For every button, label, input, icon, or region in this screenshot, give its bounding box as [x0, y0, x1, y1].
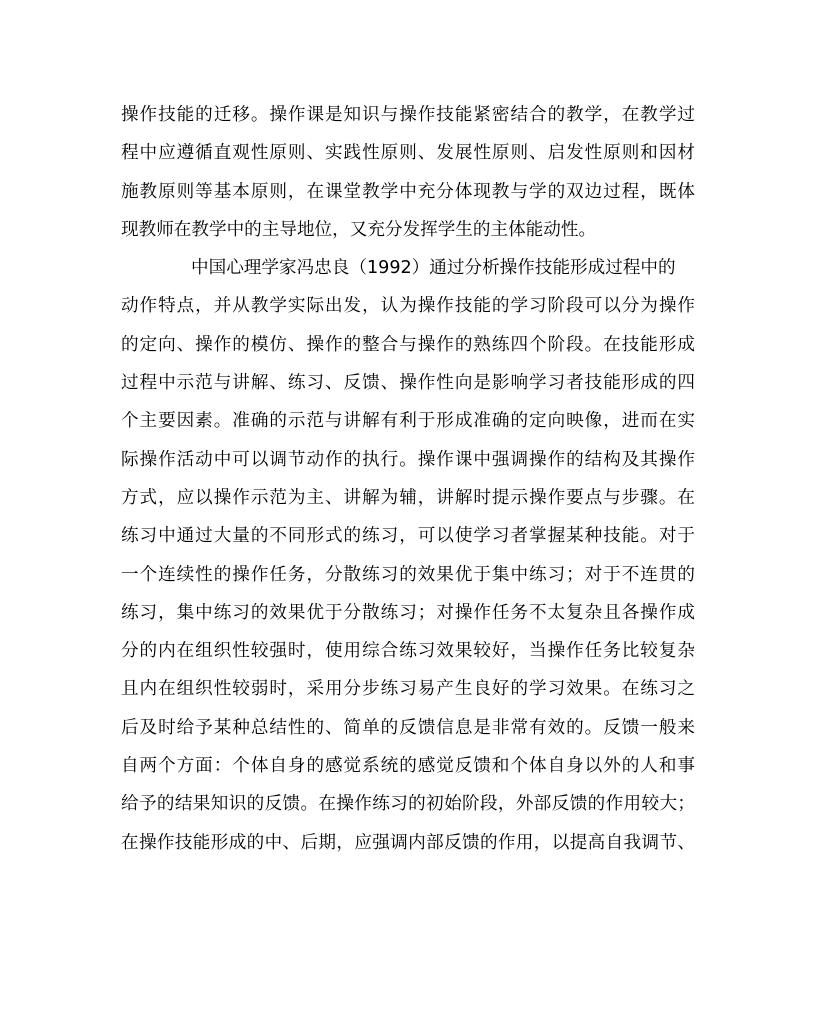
- text-line: 动作特点，并从教学实际出发，认为操作技能的学习阶段可以分为操作: [121, 296, 695, 317]
- text-line: 中国心理学家冯忠良（1992）通过分析操作技能形成过程中的: [191, 258, 676, 279]
- text-line: 练习，集中练习的效果优于分散练习；对操作任务不太复杂且各操作成: [121, 602, 695, 623]
- text-line: 程中应遵循直观性原则、实践性原则、发展性原则、启发性原则和因材: [121, 143, 695, 164]
- text-line: 且内在组织性较弱时，采用分步练习易产生良好的学习效果。在练习之: [121, 679, 695, 700]
- text-line: 练习中通过大量的不同形式的练习，可以使学习者掌握某种技能。对于: [121, 526, 695, 547]
- text-line: 操作技能的迁移。操作课是知识与操作技能紧密结合的教学，在教学过: [121, 105, 695, 125]
- text-line: 施教原则等基本原则，在课堂教学中充分体现教与学的双边过程，既体: [121, 181, 695, 202]
- paragraph-2: [121, 249, 695, 862]
- text-line: 给予的结果知识的反馈。在操作练习的初始阶段，外部反馈的作用较大；: [121, 794, 695, 815]
- text-line: 现教师在教学中的主导地位，又充分发挥学生的主体能动性。: [121, 219, 597, 240]
- text-line: 际操作活动中可以调节动作的执行。操作课中强调操作的结构及其操作: [121, 449, 695, 470]
- text-line: 在操作技能形成的中、后期，应强调内部反馈的作用，以提高自我调节、: [121, 832, 695, 853]
- text-line: 自两个方面：个体自身的感觉系统的感觉反馈和个体自身以外的人和事: [121, 756, 695, 777]
- text-line: 后及时给予某种总结性的、简单的反馈信息是非常有效的。反馈一般来: [121, 717, 695, 738]
- text-line: 个主要因素。准确的示范与讲解有利于形成准确的定向映像，进而在实: [121, 411, 695, 432]
- document-body: [121, 96, 695, 862]
- text-line: 分的内在组织性较强时，使用综合练习效果较好，当操作任务比较复杂: [121, 641, 695, 662]
- text-line: 过程中示范与讲解、练习、反馈、操作性向是影响学习者技能形成的四: [121, 373, 695, 394]
- text-line: 的定向、操作的模仿、操作的整合与操作的熟练四个阶段。在技能形成: [121, 334, 695, 355]
- text-line: 一个连续性的操作任务，分散练习的效果优于集中练习；对于不连贯的: [121, 564, 695, 585]
- text-line: 方式，应以操作示范为主、讲解为辅，讲解时提示操作要点与步骤。在: [121, 487, 695, 508]
- paragraph-1: [121, 96, 695, 249]
